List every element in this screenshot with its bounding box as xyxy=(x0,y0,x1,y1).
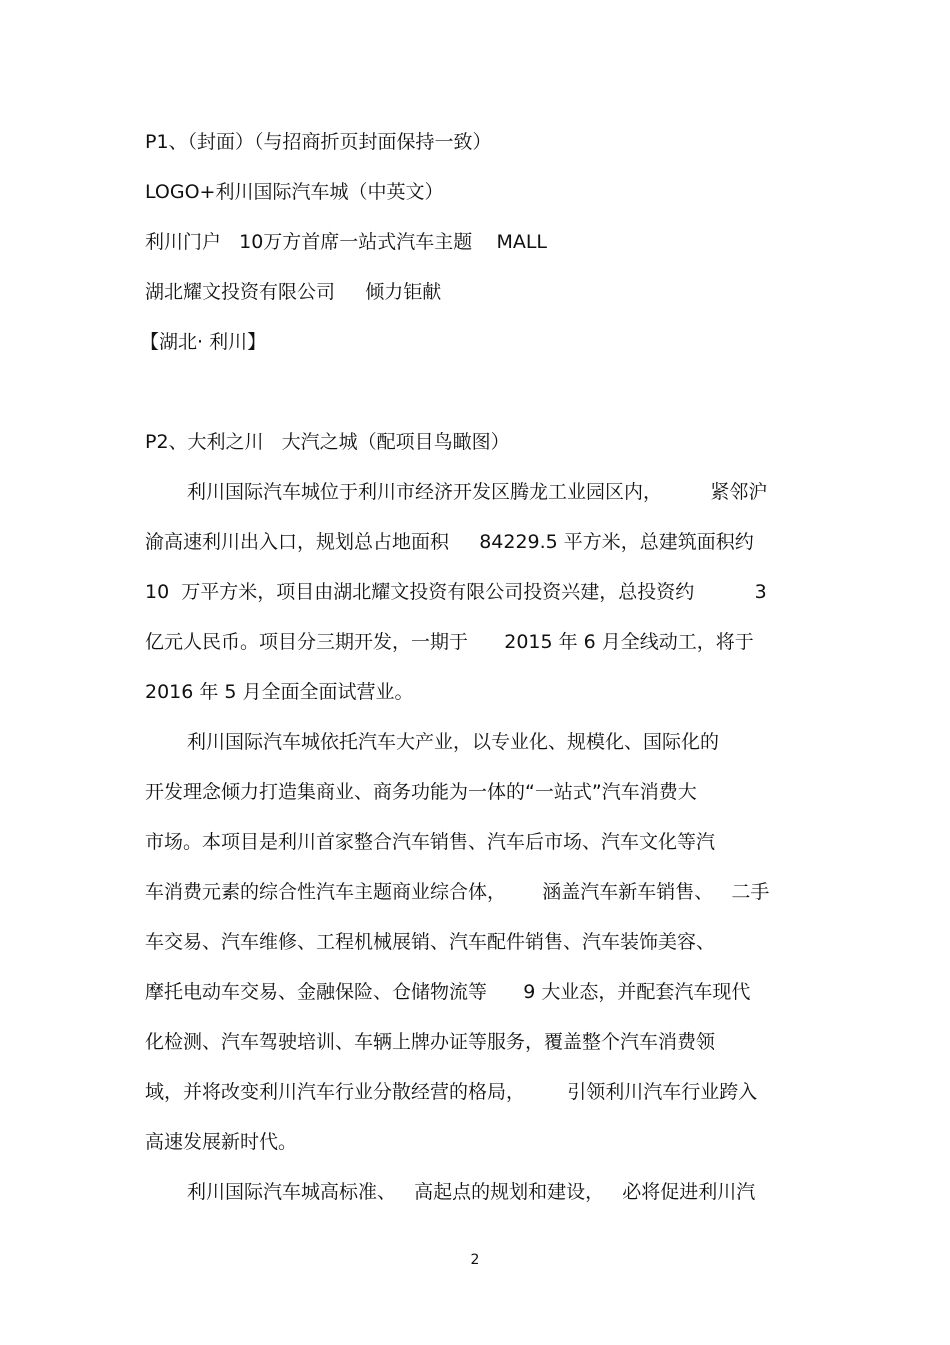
p1-line-location: 【湖北· 利川】 xyxy=(140,331,267,353)
p1-line-company: 湖北耀文投资有限公司 倾力钜献 xyxy=(145,281,442,303)
p2-para1-line: 利川国际汽车城位于利川市经济开发区腾龙工业园区内， 紧邻沪 xyxy=(187,481,768,503)
p2-para2-line: 域，并将改变利川汽车行业分散经营的格局， 引领利川汽车行业跨入 xyxy=(145,1081,758,1103)
p2-para1-line: 10 万平方米，项目由湖北耀文投资有限公司投资兴建，总投资约 3 xyxy=(145,581,767,603)
p1-heading: P1、（封面）（与招商折页封面保持一致） xyxy=(145,131,492,153)
page-number: 2 xyxy=(470,1252,480,1268)
p2-para2-line: 摩托电动车交易、金融保险、仓储物流等 9 大业态，并配套汽车现代 xyxy=(145,981,751,1003)
p2-para2-line: 化检测、汽车驾驶培训、车辆上牌办证等服务，覆盖整个汽车消费领 xyxy=(145,1031,716,1053)
p2-para1-line: 2016 年 5 月全面全面试营业。 xyxy=(145,681,414,703)
p2-heading: P2、大利之川 大汽之城（配项目鸟瞰图） xyxy=(145,431,510,453)
p1-line-slogan: 利川门户 10万方首席一站式汽车主题 MALL xyxy=(145,231,548,253)
p2-para2-line: 车消费元素的综合性汽车主题商业综合体， 涵盖汽车新车销售、 二手 xyxy=(145,881,770,903)
p2-para3-line: 利川国际汽车城高标准、 高起点的规划和建设， 必将促进利川汽 xyxy=(187,1181,756,1203)
p2-para2-line: 利川国际汽车城依托汽车大产业，以专业化、规模化、国际化的 xyxy=(187,731,720,753)
p2-para1-line: 渝高速利川出入口，规划总占地面积 84229.5 平方米，总建筑面积约 xyxy=(145,531,754,553)
p2-para2-line: 车交易、汽车维修、工程机械展销、汽车配件销售、汽车装饰美容、 xyxy=(145,931,716,953)
p2-para2-line: 高速发展新时代。 xyxy=(145,1131,298,1153)
p2-para2-line: 市场。本项目是利川首家整合汽车销售、汽车后市场、汽车文化等汽 xyxy=(145,831,716,853)
p2-para2-line: 开发理念倾力打造集商业、商务功能为一体的“一站式”汽车消费大 xyxy=(145,781,697,803)
p2-para1-line: 亿元人民币。项目分三期开发，一期于 2015 年 6 月全线动工，将于 xyxy=(145,631,754,653)
p1-line-logo: LOGO+利川国际汽车城（中英文） xyxy=(145,181,444,203)
